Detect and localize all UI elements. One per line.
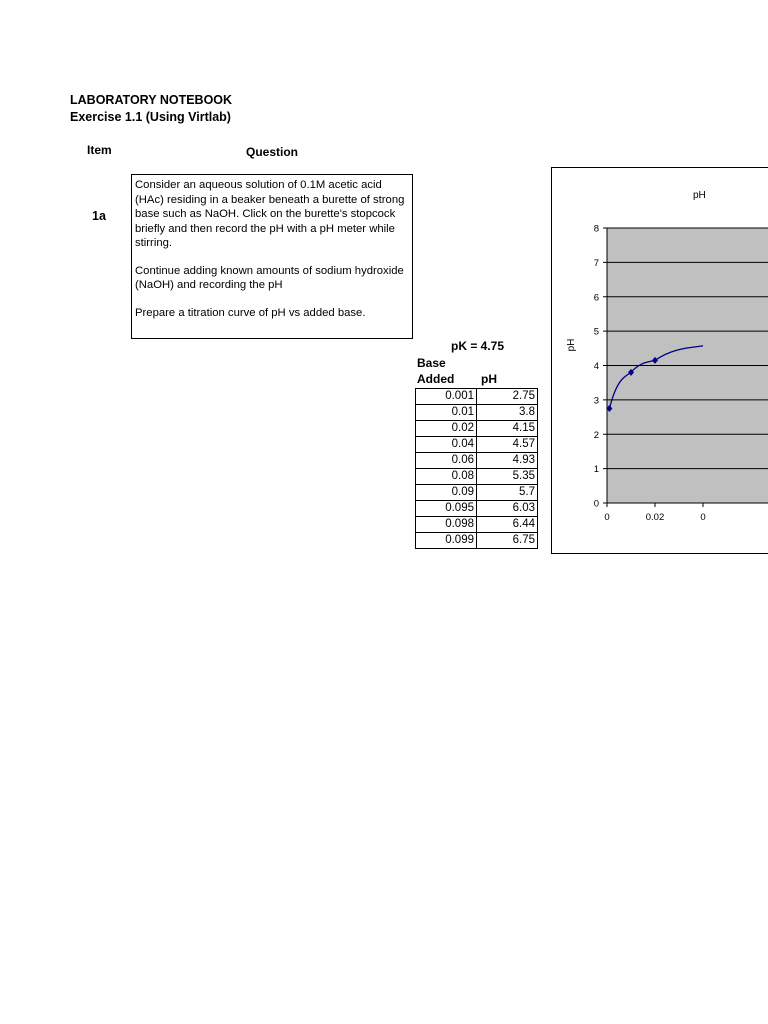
table-row: [416, 437, 538, 453]
item-code: 1a: [92, 209, 106, 223]
base-added-cell: 0.04: [416, 437, 477, 453]
base-added-cell: 0.09: [416, 485, 477, 501]
y-axis-label: pH: [566, 338, 577, 352]
x-tick-label: 0: [604, 512, 610, 523]
ph-cell: 4.57: [477, 437, 538, 453]
exercise-subtitle: Exercise 1.1 (Using Virtlab): [70, 110, 231, 124]
question-paragraph: Prepare a titration curve of pH vs added base.: [135, 306, 366, 319]
base-added-cell: 0.01: [416, 405, 477, 421]
question-paragraph: Continue adding known amounts of sodium hydroxide (NaOH) and recording the pH: [135, 264, 404, 291]
ph-cell: 5.35: [477, 469, 538, 485]
base-added-cell: 0.06: [416, 453, 477, 469]
y-tick-label: 0: [593, 498, 599, 510]
base-added-cell: 0.098: [416, 517, 477, 533]
question-box: [131, 174, 413, 339]
y-tick-label: 2: [593, 429, 599, 441]
y-tick-label: 6: [593, 292, 599, 304]
ph-header: pH: [481, 372, 497, 386]
base-added-cell: 0.001: [416, 389, 477, 405]
table-row: [416, 501, 538, 517]
item-column-header: Item: [87, 143, 112, 157]
ph-cell: 3.8: [477, 405, 538, 421]
base-added-cell: 0.02: [416, 421, 477, 437]
y-tick-label: 4: [593, 361, 599, 372]
x-tick-label: 0.02: [645, 512, 665, 523]
ph-cell: 6.44: [477, 517, 538, 533]
base-header: Base: [417, 356, 446, 370]
table-row: [416, 389, 538, 405]
table-row: [416, 469, 538, 485]
table-row: [416, 485, 538, 501]
table-row: [416, 533, 538, 549]
ph-cell: 6.75: [477, 533, 538, 549]
base-added-cell: 0.095: [416, 501, 477, 517]
titration-chart: [551, 167, 768, 554]
question-paragraph: Consider an aqueous solution of 0.1M acetic acid (HAc) residing in a beaker beneath a burette of strong base such as NaOH. Click on the burette's stopcock briefly and then record the pH with a pH meter while stirring.: [135, 179, 405, 249]
titration-table: [415, 388, 538, 549]
added-header: Added: [417, 372, 455, 386]
ph-cell: 6.03: [477, 501, 538, 517]
y-tick-label: 8: [593, 223, 599, 235]
y-tick-label: 5: [593, 326, 599, 338]
chart-title: pH: [693, 190, 706, 201]
y-tick-label: 7: [593, 257, 599, 269]
notebook-title: LABORATORY NOTEBOOK: [70, 93, 233, 107]
table-row: [416, 453, 538, 469]
table-row: [416, 405, 538, 421]
table-row: [416, 517, 538, 533]
ph-cell: 4.15: [477, 421, 538, 437]
ph-cell: 2.75: [477, 389, 538, 405]
titration-chart-svg: [552, 168, 768, 554]
ph-cell: 5.7: [477, 485, 538, 501]
y-tick-label: 1: [593, 464, 599, 476]
y-tick-label: 3: [593, 395, 599, 407]
table-row: [416, 421, 538, 437]
ph-cell: 4.93: [477, 453, 538, 469]
base-added-cell: 0.08: [416, 469, 477, 485]
x-tick-label: 0: [700, 512, 706, 523]
question-column-header: Question: [246, 145, 299, 159]
base-added-cell: 0.099: [416, 533, 477, 549]
pk-label: pK = 4.75: [451, 339, 505, 353]
